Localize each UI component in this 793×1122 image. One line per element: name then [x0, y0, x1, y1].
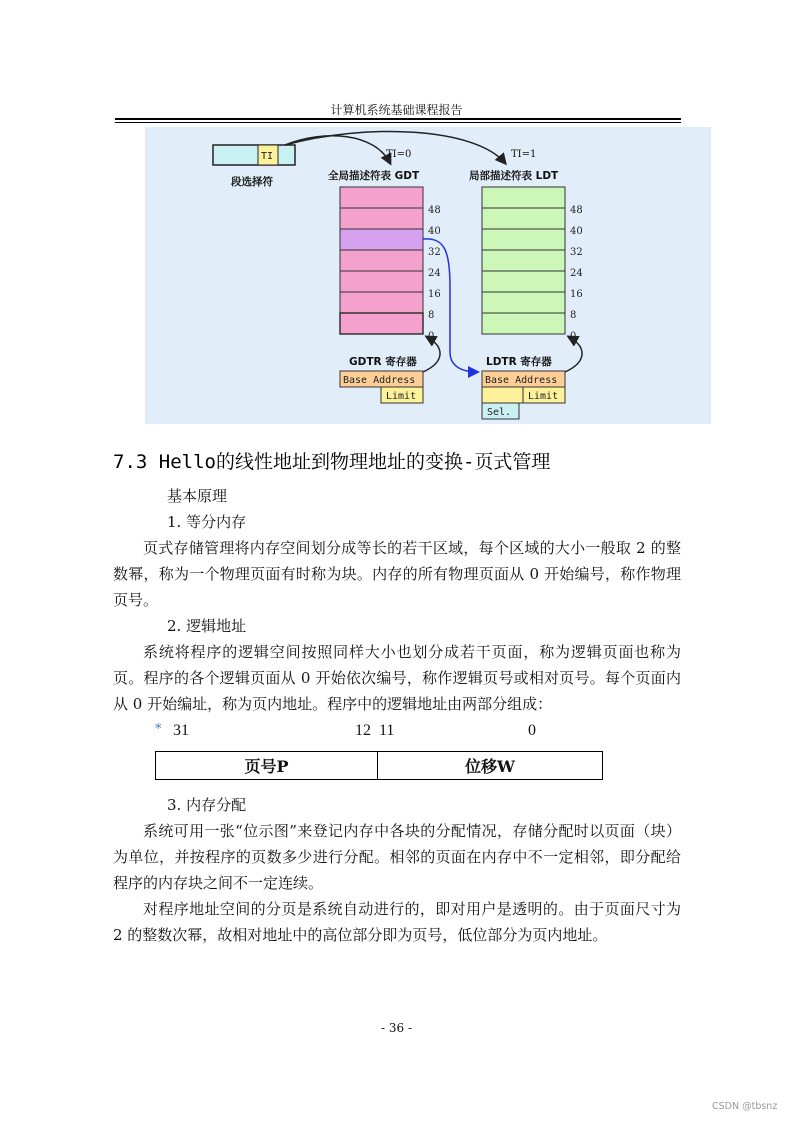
watermark: CSDN @tbsnz — [712, 1101, 778, 1112]
gdt-tick-32: 32 — [428, 247, 441, 258]
item1-paragraph: 页式存储管理将内存空间划分成等长的若干区域，每个区域的大小一般取 2 的整数幂，称为一个物理页面有时称为块。内存的所有物理页面从 0 开始编号，称作物理页号。 — [113, 539, 681, 609]
ti-label: TI — [261, 151, 274, 162]
arrow-to-gdt — [285, 136, 390, 163]
page-number: - 36 - — [380, 1021, 412, 1035]
ldt-tick-24: 24 — [570, 268, 583, 279]
item3-title: 3. 内存分配 — [167, 796, 247, 814]
gdt-title: 全局描述符表 GDT — [328, 170, 420, 182]
gdt-ticks — [428, 205, 441, 342]
gdtr-limit-label: Limit — [386, 391, 417, 402]
gdtr-title: GDTR 寄存器 — [349, 356, 417, 368]
selector-box — [213, 145, 295, 165]
address-format-asterisk: * — [155, 722, 162, 737]
gdt-tick-16: 16 — [428, 289, 441, 300]
gdt-selected-entry — [340, 229, 423, 250]
basic-principle-label: 基本原理 — [167, 487, 228, 505]
ldt-tick-16: 16 — [570, 289, 583, 300]
selector-label: 段选择符 — [231, 176, 273, 188]
arrow-gdt-to-ldtr — [423, 239, 477, 372]
offset-field: 位移W — [465, 757, 515, 776]
ldt-ticks — [570, 205, 583, 342]
ldt-tick-8: 8 — [570, 310, 577, 321]
item2-title: 2. 逻辑地址 — [167, 617, 247, 635]
ldt-table — [482, 187, 565, 334]
item1-title: 1. 等分内存 — [167, 513, 247, 531]
ldt-tick-0: 0 — [570, 331, 577, 342]
item3-paragraph-2: 对程序地址空间的分页是系统自动进行的，即对用户是透明的。由于页面尺寸为 2 的整数次幂，故相对地址中的高位部分即为页号，低位部分为页内地址。 — [113, 900, 681, 944]
ldt-tick-32: 32 — [570, 247, 583, 258]
ldtr-base-label: Base Address — [485, 375, 558, 386]
gdtr-base-label: Base Address — [343, 375, 416, 386]
ldtr-sel-label: Sel. — [487, 407, 512, 418]
item3-paragraph-1: 系统可用一张“位示图”来登记内存中各块的分配情况，存储分配时以页面（块）为单位，并按程序的页数多少进行分配。相邻的页面在内存中不一定相邻，即分配给程序的内存块之间不一定连续。 — [113, 822, 681, 892]
gdt-tick-8: 8 — [428, 310, 435, 321]
page-header-title: 计算机系统基础课程报告 — [330, 103, 463, 117]
section-heading: 7.3 Hello的线性地址到物理地址的变换-页式管理 — [113, 451, 551, 473]
gdt-arrow-label: TI=0 — [386, 149, 412, 160]
arrow-ldtr-to-ldt — [565, 337, 582, 372]
ldt-tick-40: 40 — [570, 226, 583, 237]
segment-descriptor-figure — [145, 127, 711, 424]
ldt-arrow-label: TI=1 — [511, 149, 537, 160]
ldt-tick-48: 48 — [570, 205, 583, 216]
ldt-title: 局部描述符表 LDT — [469, 170, 559, 182]
gdt-tick-48: 48 — [428, 205, 441, 216]
bit-12-11-label: 12 11 — [355, 722, 395, 739]
ldtr-title: LDTR 寄存器 — [486, 356, 552, 368]
bit-31-label: 31 — [173, 722, 189, 739]
gdt-table — [340, 187, 423, 334]
gdt-tick-24: 24 — [428, 268, 441, 279]
arrow-gdtr-to-gdt — [423, 337, 440, 372]
header-rule-thick — [115, 118, 681, 120]
page-number-field: 页号P — [156, 752, 378, 779]
header-rule-thin — [115, 122, 681, 123]
gdt-tick-0: 0 — [428, 331, 435, 342]
gdt-tick-40: 40 — [428, 226, 441, 237]
item2-paragraph: 系统将程序的逻辑空间按照同样大小也划分成若干页面，称为逻辑页面也称为页。程序的各个逻辑页面从 0 开始依次编号，称作逻辑页号或相对页号。每个页面内从 0 开始编址，称为页内地址。程序中的逻辑地址由两部分组成： — [113, 643, 681, 713]
logical-address-format — [155, 751, 603, 780]
ldtr-empty-cell — [482, 387, 523, 403]
gdt-ldt-diagram — [145, 127, 711, 424]
bit-0-label: 0 — [528, 722, 536, 739]
ldtr-limit-label: Limit — [528, 391, 559, 402]
